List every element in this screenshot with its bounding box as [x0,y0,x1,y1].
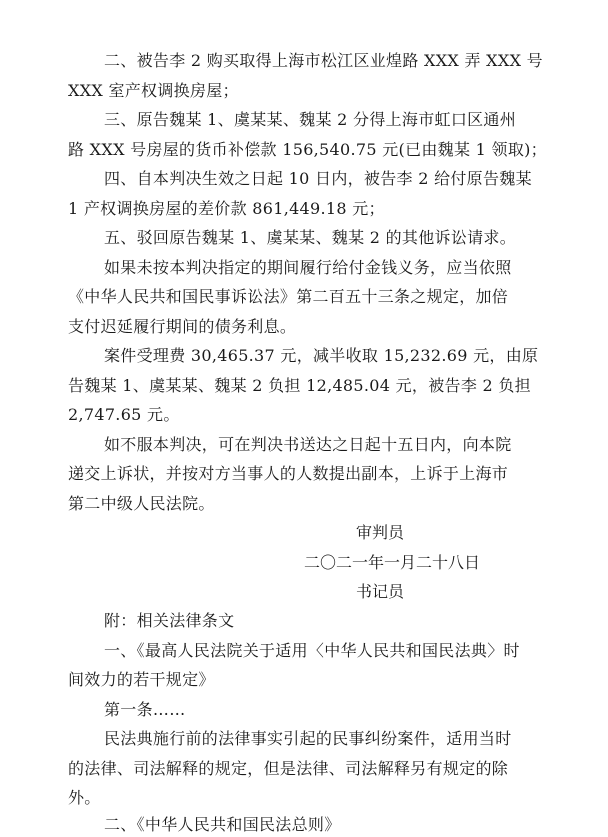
paragraph-line: 告魏某 1、虞某某、魏某 2 负担 12,485.04 元，被告李 2 负担 [68,376,531,395]
appendix-line: 二、《中华人民共和国民法总则》 [104,815,341,834]
paragraph-line: 第二中级人民法院。 [68,494,215,513]
paragraph-line: 1 产权调换房屋的差价款 861,449.18 元； [68,199,385,218]
appendix-line: 的法律、司法解释的规定，但是法律、司法解释另有规定的除 [68,759,509,778]
appendix-line: 一、《最高人民法院关于适用〈中华人民共和国民法典〉时 [104,641,520,660]
paragraph-line: 路 XXX 号房屋的货币补偿款 156,540.75 元(已由魏某 1 领取)； [68,140,547,159]
appendix-line: 民法典施行前的法律事实引起的民事纠纷案件，适用当时 [104,729,512,748]
appendix-line: 第一条…… [104,700,186,719]
paragraph-line: 2,747.65 元。 [68,405,180,424]
paragraph-line: 案件受理费 30,465.37 元，减半收取 15,232.69 元，由原 [104,346,539,365]
judgment-date: 二〇二一年一月二十八日 [304,553,481,572]
paragraph-line: 三、原告魏某 1、虞某某、魏某 2 分得上海市虹口区通州 [104,110,517,129]
appendix-line: 外。 [68,788,101,807]
paragraph-line: 如不服本判决，可在判决书送达之日起十五日内，向本院 [104,435,512,454]
clerk-label: 书记员 [356,582,405,601]
appendix-line: 间效力的若干规定》 [68,670,215,689]
paragraph-line: 二、被告李 2 购买取得上海市松江区业煌路 XXX 弄 XXX 号 [104,51,543,70]
paragraph-line: XXX 室产权调换房屋； [68,81,239,100]
judge-label: 审判员 [356,523,405,542]
paragraph-line: 递交上诉状，并按对方当事人的人数提出副本，上诉于上海市 [68,464,509,483]
paragraph-line: 五、驳回原告魏某 1、虞某某、魏某 2 的其他诉讼请求。 [104,228,517,247]
paragraph-line: 支付迟延履行期间的债务利息。 [68,317,297,336]
paragraph-line: 如果未按本判决指定的期间履行给付金钱义务，应当依照 [104,258,512,277]
appendix-title: 附：相关法律条文 [104,611,235,630]
paragraph-line: 《中华人民共和国民事诉讼法》第二百五十三条之规定，加倍 [68,287,509,306]
paragraph-line: 四、自本判决生效之日起 10 日内，被告李 2 给付原告魏某 [104,169,532,188]
